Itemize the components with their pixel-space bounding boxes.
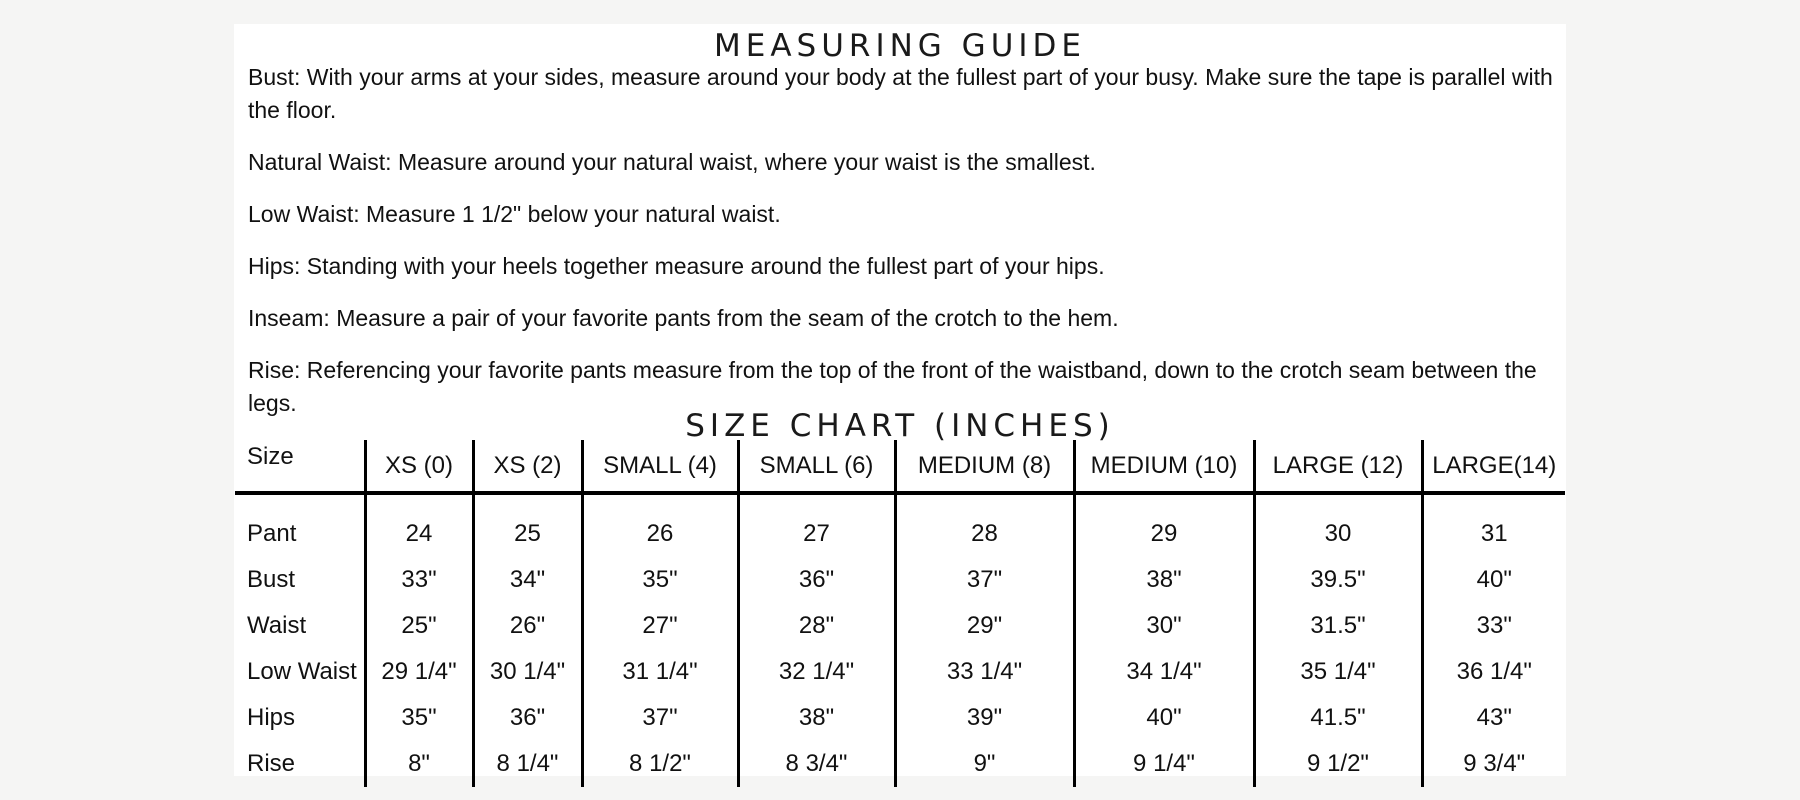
row-label-hips: Hips xyxy=(247,704,296,731)
size-header-row xyxy=(235,440,1565,493)
table-row-bust xyxy=(235,557,1565,603)
table-cell: 34" xyxy=(473,557,582,603)
guide-item-inseam: Inseam: Measure a pair of your favorite pants from the seam of the crotch to the hem. xyxy=(248,305,1119,331)
table-cell: 36 1/4" xyxy=(1422,649,1565,695)
table-cell: 27" xyxy=(582,603,738,649)
table-cell: 9 3/4" xyxy=(1422,741,1565,787)
table-cell: 40" xyxy=(1074,695,1254,741)
table-cell: 25" xyxy=(365,603,473,649)
size-header-large-14: LARGE(14) xyxy=(1422,440,1565,493)
table-cell: 25 xyxy=(473,493,582,557)
size-header-large-12: LARGE (12) xyxy=(1254,440,1422,493)
table-cell: 28" xyxy=(738,603,895,649)
table-row-rise xyxy=(235,741,1565,787)
table-row-hips xyxy=(235,695,1565,741)
size-corner-label: Size xyxy=(247,443,294,470)
table-row-waist xyxy=(235,603,1565,649)
size-header-small-6: SMALL (6) xyxy=(738,440,895,493)
table-cell: 41.5" xyxy=(1254,695,1422,741)
table-cell: 38" xyxy=(738,695,895,741)
measuring-guide-list xyxy=(248,61,1558,439)
guide-item-bust: Bust: With your arms at your sides, measure around your body at the fullest part of your busy. Make sure the tape is parallel with the floor. xyxy=(248,64,1553,123)
table-cell: 29" xyxy=(895,603,1074,649)
table-cell: 37" xyxy=(582,695,738,741)
table-cell: 31.5" xyxy=(1254,603,1422,649)
table-cell: 35" xyxy=(582,557,738,603)
table-cell: 33" xyxy=(1422,603,1565,649)
row-label-low-waist: Low Waist xyxy=(247,658,357,685)
table-cell: 26" xyxy=(473,603,582,649)
table-cell: 30" xyxy=(1074,603,1254,649)
table-cell: 9 1/4" xyxy=(1074,741,1254,787)
table-cell: 29 1/4" xyxy=(365,649,473,695)
table-cell: 9 1/2" xyxy=(1254,741,1422,787)
table-cell: 8 1/2" xyxy=(582,741,738,787)
table-cell: 31 1/4" xyxy=(582,649,738,695)
table-cell: 35 1/4" xyxy=(1254,649,1422,695)
guide-item-natural-waist: Natural Waist: Measure around your natural waist, where your waist is the smallest. xyxy=(248,149,1096,175)
guide-item-low-waist: Low Waist: Measure 1 1/2" below your natural waist. xyxy=(248,201,781,227)
table-cell: 8 1/4" xyxy=(473,741,582,787)
size-chart-table xyxy=(235,440,1565,787)
table-cell: 8" xyxy=(365,741,473,787)
table-cell: 33 1/4" xyxy=(895,649,1074,695)
table-cell: 29 xyxy=(1074,493,1254,557)
table-cell: 33" xyxy=(365,557,473,603)
table-cell: 32 1/4" xyxy=(738,649,895,695)
table-cell: 8 3/4" xyxy=(738,741,895,787)
guide-item-rise: Rise: Referencing your favorite pants measure from the top of the front of the waistband, down to the crotch seam between the legs. xyxy=(248,357,1537,416)
table-cell: 24 xyxy=(365,493,473,557)
table-cell: 26 xyxy=(582,493,738,557)
table-cell: 35" xyxy=(365,695,473,741)
table-cell: 28 xyxy=(895,493,1074,557)
guide-item-hips: Hips: Standing with your heels together measure around the fullest part of your hips. xyxy=(248,253,1105,279)
row-label-waist: Waist xyxy=(247,612,307,639)
table-cell: 43" xyxy=(1422,695,1565,741)
size-header-xs-2: XS (2) xyxy=(473,440,582,493)
table-cell: 40" xyxy=(1422,557,1565,603)
table-cell: 31 xyxy=(1422,493,1565,557)
row-label-bust: Bust xyxy=(247,566,296,593)
size-header-medium-10: MEDIUM (10) xyxy=(1074,440,1254,493)
row-label-rise: Rise xyxy=(247,750,296,777)
row-label-pant: Pant xyxy=(247,520,297,547)
table-cell: 9" xyxy=(895,741,1074,787)
table-cell: 39.5" xyxy=(1254,557,1422,603)
size-chart-title: SIZE CHART (INCHES) xyxy=(685,408,1115,444)
size-header-xs-0: XS (0) xyxy=(365,440,473,493)
table-cell: 27 xyxy=(738,493,895,557)
table-cell: 36" xyxy=(473,695,582,741)
table-cell: 38" xyxy=(1074,557,1254,603)
table-row-pant xyxy=(235,493,1565,557)
measuring-guide-title: MEASURING GUIDE xyxy=(714,28,1086,64)
table-cell: 30 xyxy=(1254,493,1422,557)
table-cell: 37" xyxy=(895,557,1074,603)
table-cell: 36" xyxy=(738,557,895,603)
table-cell: 39" xyxy=(895,695,1074,741)
table-cell: 30 1/4" xyxy=(473,649,582,695)
table-row-low-waist xyxy=(235,649,1565,695)
table-cell: 34 1/4" xyxy=(1074,649,1254,695)
size-header-medium-8: MEDIUM (8) xyxy=(895,440,1074,493)
size-header-small-4: SMALL (4) xyxy=(582,440,738,493)
